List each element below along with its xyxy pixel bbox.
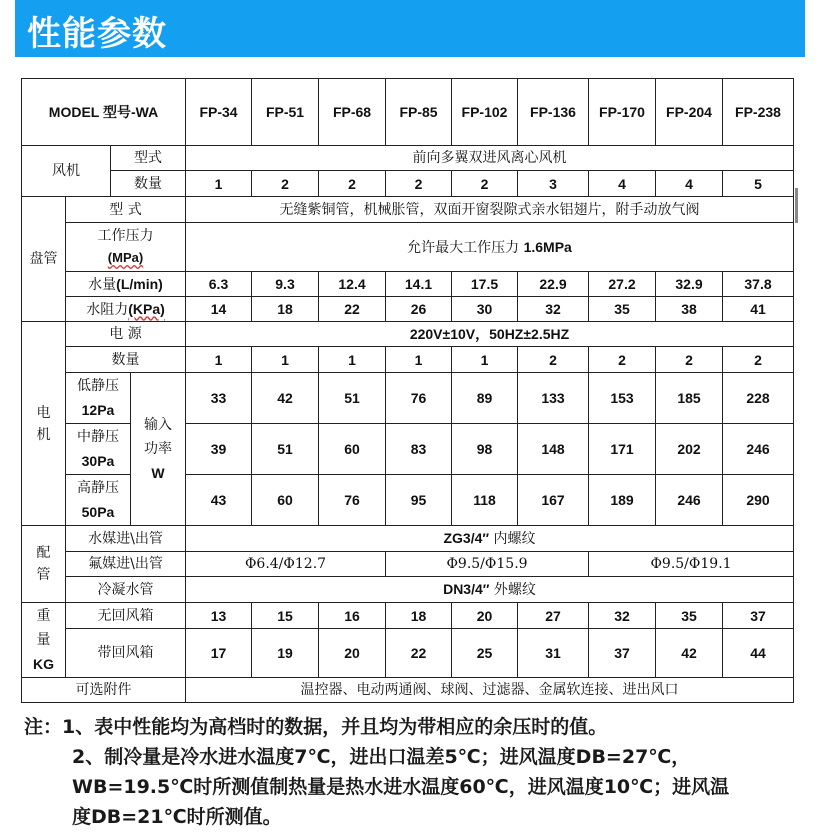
cell: 76 (386, 373, 452, 424)
cell: 22 (319, 297, 386, 322)
motor-input-label: 输入功率 W (131, 373, 186, 526)
fan-type-row (22, 146, 794, 171)
cell: 83 (386, 424, 452, 475)
cell: 37.8 (723, 272, 794, 297)
cell: 1 (319, 347, 386, 373)
cell: 1 (252, 347, 319, 373)
cell: 22.9 (518, 272, 589, 297)
coil-resistance-row (22, 297, 794, 322)
scrollbar-thumb[interactable] (795, 188, 798, 223)
cell: 51 (319, 373, 386, 424)
motor-low-label: 低静压 12Pa (66, 373, 131, 424)
performance-table (21, 78, 794, 703)
cell: 38 (656, 297, 723, 322)
pipe-refrigerant-value: Φ9.5/Φ19.1 (589, 552, 794, 577)
cell: 1 (452, 347, 518, 373)
fan-group-label: 风机 (22, 146, 111, 197)
fan-type-value: 前向多翼双进风离心风机 (186, 146, 794, 171)
accessories-value: 温控器、电动两通阀、球阀、过滤器、金属软连接、进出风口 (186, 678, 794, 703)
cell: 30 (452, 297, 518, 322)
cell: 18 (386, 603, 452, 629)
section-title: 性能参数 (27, 14, 167, 54)
cell: 19 (252, 629, 319, 678)
motor-qty-label: 数量 (66, 347, 186, 373)
cell: 89 (452, 373, 518, 424)
model-col: FP-85 (386, 79, 452, 146)
cell: 35 (656, 603, 723, 629)
motor-power-value: 220V±10V，50HZ±2.5HZ (186, 322, 794, 347)
cell: 1 (386, 347, 452, 373)
coil-pressure-row (22, 223, 794, 272)
motor-high-label: 高静压 50Pa (66, 475, 131, 526)
cell: 2 (252, 171, 319, 197)
fan-qty-row (22, 171, 794, 197)
cell: 41 (723, 297, 794, 322)
cell: 32 (589, 603, 656, 629)
notes (24, 712, 729, 832)
pressure-label-unit: (MPa) (107, 250, 144, 265)
cell: 44 (723, 629, 794, 678)
cell: 5 (723, 171, 794, 197)
pipe-refrigerant-value: Φ9.5/Φ15.9 (386, 552, 589, 577)
cell: 12.4 (319, 272, 386, 297)
note-line-3: WB=19.5℃时所测值制热量是热水进水温度60℃，进风温度10℃；进风温 (72, 776, 730, 798)
weight-withbox-row (22, 629, 794, 678)
cell: 98 (452, 424, 518, 475)
cell: 2 (518, 347, 589, 373)
model-col: FP-34 (186, 79, 252, 146)
motor-power-row (22, 322, 794, 347)
cell: 39 (186, 424, 252, 475)
cell: 76 (319, 475, 386, 526)
cell: 118 (452, 475, 518, 526)
pipe-water-label: 水媒进\出管 (66, 526, 186, 552)
coil-type-label: 型 式 (66, 197, 186, 223)
motor-qty-row (22, 347, 794, 373)
cell: 3 (518, 171, 589, 197)
cell: 51 (252, 424, 319, 475)
pipe-refrigerant-label: 氟媒进\出管 (66, 552, 186, 577)
model-col: FP-238 (723, 79, 794, 146)
coil-flow-row (22, 272, 794, 297)
motor-low-row (22, 373, 794, 424)
weight-nobox-label: 无回风箱 (66, 603, 186, 629)
model-col: FP-51 (252, 79, 319, 146)
cell: 20 (452, 603, 518, 629)
cell: 167 (518, 475, 589, 526)
cell: 32 (518, 297, 589, 322)
model-col: FP-170 (589, 79, 656, 146)
weight-group-label: 重 量 KG (22, 603, 66, 678)
cell: 4 (589, 171, 656, 197)
cell: 16 (319, 603, 386, 629)
cell: 60 (319, 424, 386, 475)
cell: 153 (589, 373, 656, 424)
cell: 133 (518, 373, 589, 424)
model-header: MODEL 型号-WA (22, 79, 186, 146)
coil-type-row (22, 197, 794, 223)
cell: 9.3 (252, 272, 319, 297)
pipe-water-value: ZG3/4″ 内螺纹 (186, 526, 794, 552)
weight-withbox-label: 带回风箱 (66, 629, 186, 678)
cell: 2 (589, 347, 656, 373)
cell: 202 (656, 424, 723, 475)
cell: 6.3 (186, 272, 252, 297)
fan-type-label: 型式 (111, 146, 186, 171)
section-banner (15, 0, 805, 57)
cell: 1 (186, 171, 252, 197)
pipe-condensate-value: DN3/4″ 外螺纹 (186, 577, 794, 603)
motor-group-label: 电机 (22, 322, 66, 526)
note-line-1: 注：1、表中性能均为高档时的数据，并且均为带相应的余压时的值。 (24, 716, 608, 738)
cell: 1 (186, 347, 252, 373)
cell: 4 (656, 171, 723, 197)
coil-group-label: 盘管 (22, 197, 66, 322)
accessories-row (22, 678, 794, 703)
coil-type-value: 无缝紫铜管，机械胀管，双面开窗裂隙式亲水铝翅片，附手动放气阀 (186, 197, 794, 223)
pressure-label-cn: 工作压力 (97, 228, 154, 244)
cell: 95 (386, 475, 452, 526)
weight-nobox-row (22, 603, 794, 629)
cell: 35 (589, 297, 656, 322)
cell: 20 (319, 629, 386, 678)
cell: 43 (186, 475, 252, 526)
motor-power-label: 电 源 (66, 322, 186, 347)
pipe-refrigerant-value: Φ6.4/Φ12.7 (186, 552, 386, 577)
model-col: FP-68 (319, 79, 386, 146)
coil-pressure-value: 允许最大工作压力 1.6MPa (186, 223, 794, 272)
cell: 189 (589, 475, 656, 526)
pipe-condensate-label: 冷凝水管 (66, 577, 186, 603)
pipe-refrigerant-row (22, 552, 794, 577)
cell: 17.5 (452, 272, 518, 297)
cell: 246 (656, 475, 723, 526)
cell: 171 (589, 424, 656, 475)
cell: 33 (186, 373, 252, 424)
cell: 2 (723, 347, 794, 373)
pipe-condensate-row (22, 577, 794, 603)
coil-flow-label: 水量(L/min) (66, 272, 186, 297)
cell: 2 (452, 171, 518, 197)
cell: 18 (252, 297, 319, 322)
model-col: FP-204 (656, 79, 723, 146)
note-line-4: 度DB=21℃时所测值。 (72, 806, 282, 828)
cell: 60 (252, 475, 319, 526)
fan-qty-label: 数量 (111, 171, 186, 197)
pipe-water-row (22, 526, 794, 552)
cell: 42 (656, 629, 723, 678)
cell: 37 (723, 603, 794, 629)
cell: 37 (589, 629, 656, 678)
cell: 246 (723, 424, 794, 475)
model-col: FP-102 (452, 79, 518, 146)
cell: 17 (186, 629, 252, 678)
cell: 32.9 (656, 272, 723, 297)
cell: 290 (723, 475, 794, 526)
cell: 2 (386, 171, 452, 197)
cell: 27.2 (589, 272, 656, 297)
accessories-label: 可选附件 (22, 678, 186, 703)
cell: 31 (518, 629, 589, 678)
note-line-2: 2、制冷量是冷水进水温度7℃，进出口温差5℃；进风温度DB=27℃， (72, 746, 691, 768)
model-col: FP-136 (518, 79, 589, 146)
coil-pressure-label (66, 223, 186, 272)
cell: 22 (386, 629, 452, 678)
cell: 2 (656, 347, 723, 373)
cell: 15 (252, 603, 319, 629)
cell: 14 (186, 297, 252, 322)
cell: 14.1 (386, 272, 452, 297)
cell: 148 (518, 424, 589, 475)
cell: 26 (386, 297, 452, 322)
cell: 42 (252, 373, 319, 424)
cell: 27 (518, 603, 589, 629)
cell: 2 (319, 171, 386, 197)
motor-mid-label: 中静压 30Pa (66, 424, 131, 475)
cell: 25 (452, 629, 518, 678)
header-row (22, 79, 794, 146)
coil-resistance-label: 水阻力(KPa) (66, 297, 186, 322)
cell: 185 (656, 373, 723, 424)
cell: 228 (723, 373, 794, 424)
cell: 13 (186, 603, 252, 629)
piping-group-label: 配管 (22, 526, 66, 603)
